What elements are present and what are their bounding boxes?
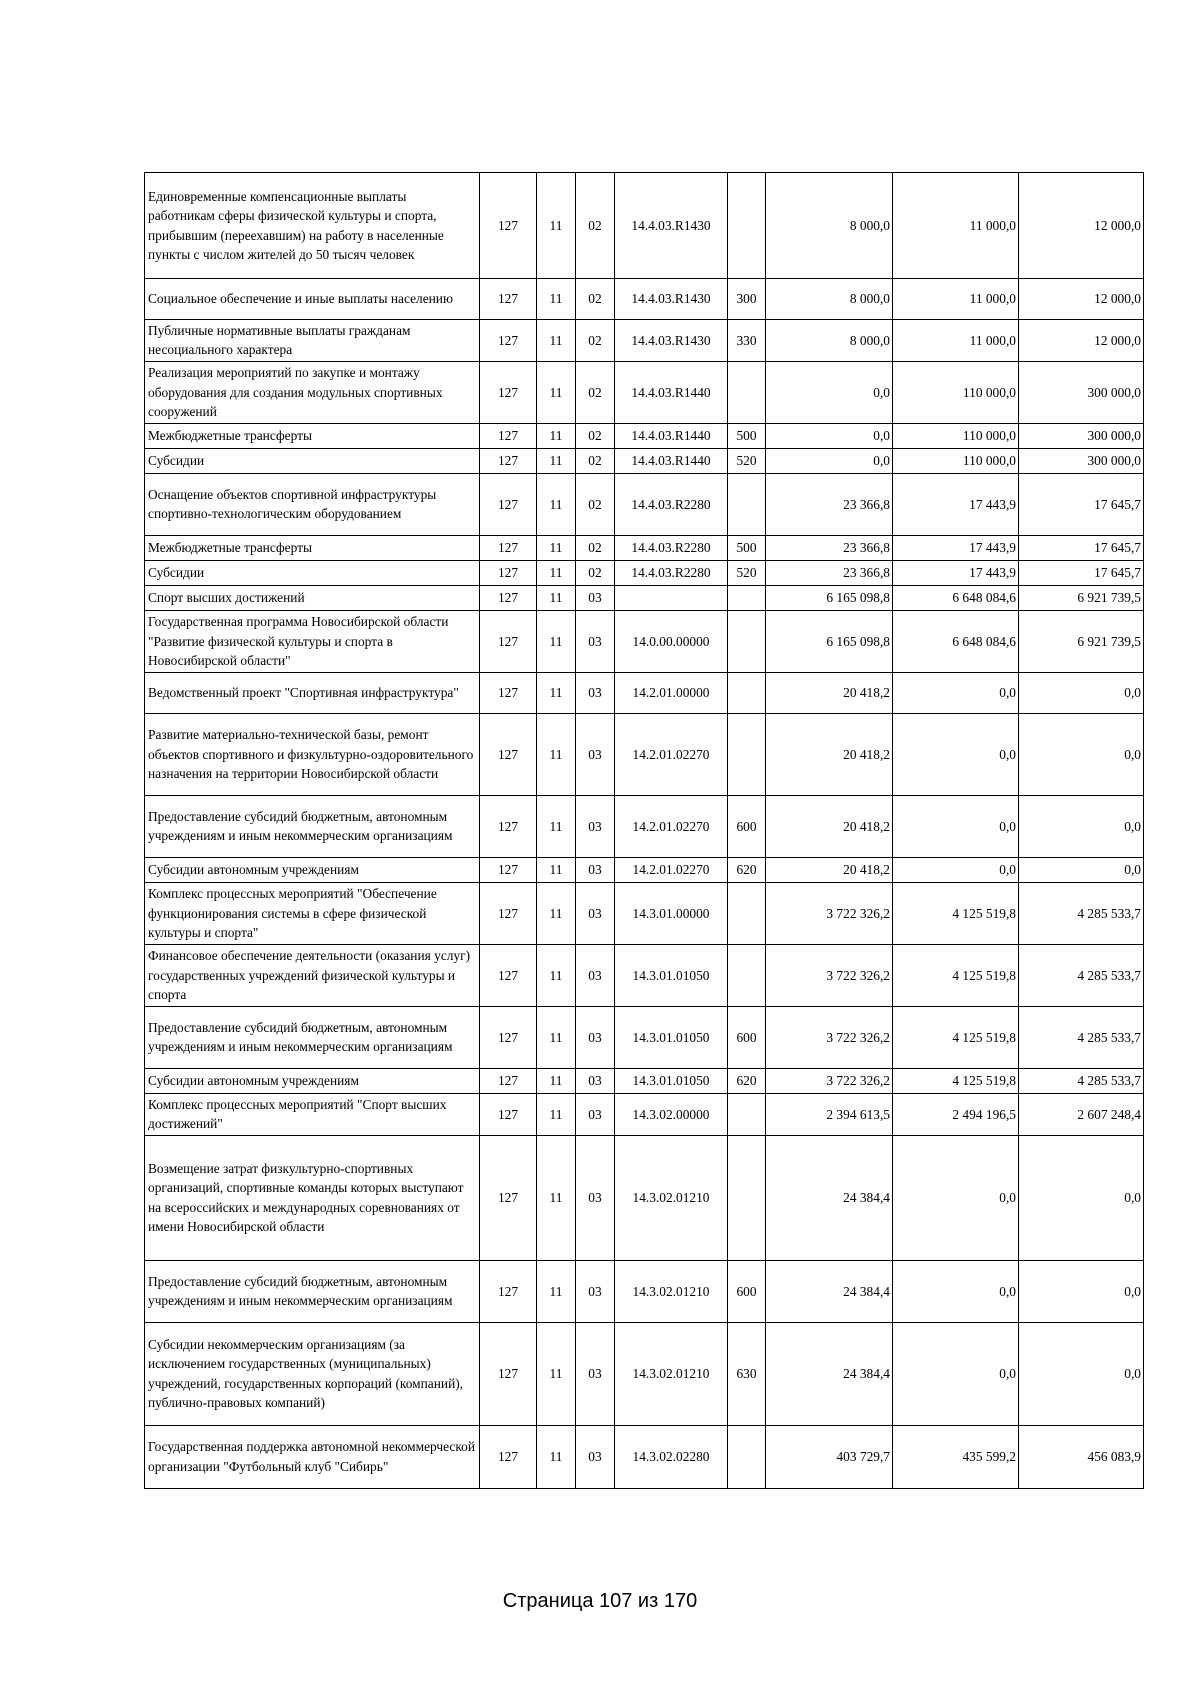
amount-year-2: 17 443,9 [893,535,1019,560]
table-row [145,1425,1144,1488]
target-article-code: 14.2.01.02270 [615,713,728,795]
amount-year-3: 12 000,0 [1019,173,1144,279]
item-name: Комплекс процессных мероприятий "Обеспечение функционирования системы в сфере физической культуры и спорта" [145,882,480,944]
target-article-code: 14.3.02.01210 [615,1135,728,1260]
amount-year-1: 8 000,0 [766,173,893,279]
amount-year-1: 23 366,8 [766,560,893,585]
subsection-code: 03 [576,1322,615,1425]
section-code: 11 [537,279,576,320]
amount-year-3: 17 645,7 [1019,535,1144,560]
item-name: Ведомственный проект "Спортивная инфраструктура" [145,672,480,713]
amount-year-3: 2 607 248,4 [1019,1093,1144,1135]
subsection-code: 03 [576,585,615,610]
expense-type-code [728,173,766,279]
ved-code: 127 [480,1260,537,1322]
expense-type-code: 600 [728,1006,766,1068]
ved-code: 127 [480,857,537,882]
expense-type-code [728,361,766,423]
item-name: Межбюджетные трансферты [145,423,480,448]
amount-year-2: 4 125 519,8 [893,882,1019,944]
amount-year-3: 12 000,0 [1019,279,1144,320]
target-article-code: 14.3.02.01210 [615,1260,728,1322]
section-code: 11 [537,1135,576,1260]
item-name: Финансовое обеспечение деятельности (оказания услуг) государственных учреждений физической культуры и спорта [145,944,480,1006]
target-article-code: 14.4.03.R1440 [615,361,728,423]
table-row [145,320,1144,362]
amount-year-1: 0,0 [766,361,893,423]
amount-year-2: 11 000,0 [893,320,1019,362]
table-row [145,279,1144,320]
amount-year-2: 110 000,0 [893,423,1019,448]
amount-year-1: 24 384,4 [766,1135,893,1260]
expense-type-code [728,1135,766,1260]
subsection-code: 03 [576,1006,615,1068]
subsection-code: 02 [576,535,615,560]
amount-year-3: 300 000,0 [1019,423,1144,448]
section-code: 11 [537,1093,576,1135]
ved-code: 127 [480,882,537,944]
subsection-code: 03 [576,857,615,882]
expense-type-code: 500 [728,423,766,448]
target-article-code: 14.4.03.R2280 [615,473,728,535]
amount-year-3: 0,0 [1019,713,1144,795]
amount-year-2: 0,0 [893,795,1019,857]
expense-type-code: 630 [728,1322,766,1425]
section-code: 11 [537,473,576,535]
ved-code: 127 [480,361,537,423]
table-row [145,1093,1144,1135]
subsection-code: 03 [576,1425,615,1488]
table-row [145,448,1144,473]
table-row [145,1260,1144,1322]
expense-type-code [728,944,766,1006]
amount-year-2: 0,0 [893,857,1019,882]
amount-year-2: 435 599,2 [893,1425,1019,1488]
page-number: Страница 107 из 170 [502,1590,698,1612]
table-row [145,173,1144,279]
subsection-code: 02 [576,423,615,448]
target-article-code: 14.3.02.02280 [615,1425,728,1488]
target-article-code [615,585,728,610]
table-row [145,473,1144,535]
subsection-code: 02 [576,173,615,279]
amount-year-3: 17 645,7 [1019,560,1144,585]
section-code: 11 [537,361,576,423]
item-name: Субсидии автономным учреждениям [145,857,480,882]
ved-code: 127 [480,795,537,857]
amount-year-3: 12 000,0 [1019,320,1144,362]
section-code: 11 [537,423,576,448]
item-name: Государственная программа Новосибирской области "Развитие физической культуры и спорта в Новосибирской области" [145,610,480,672]
item-name: Единовременные компенсационные выплаты работникам сферы физической культуры и спорта, прибывшим (переехавшим) на работу в населенные пункты с числом жителей до 50 тысяч человек [145,173,480,279]
ved-code: 127 [480,173,537,279]
table-row [145,795,1144,857]
amount-year-3: 17 645,7 [1019,473,1144,535]
amount-year-1: 20 418,2 [766,857,893,882]
expense-type-code: 330 [728,320,766,362]
amount-year-1: 24 384,4 [766,1260,893,1322]
target-article-code: 14.2.01.02270 [615,795,728,857]
amount-year-3: 456 083,9 [1019,1425,1144,1488]
item-name: Социальное обеспечение и иные выплаты населению [145,279,480,320]
amount-year-3: 4 285 533,7 [1019,882,1144,944]
amount-year-2: 6 648 084,6 [893,610,1019,672]
table-row [145,857,1144,882]
amount-year-1: 23 366,8 [766,535,893,560]
amount-year-2: 0,0 [893,1260,1019,1322]
target-article-code: 14.4.03.R2280 [615,535,728,560]
subsection-code: 03 [576,610,615,672]
target-article-code: 14.2.01.00000 [615,672,728,713]
ved-code: 127 [480,448,537,473]
ved-code: 127 [480,473,537,535]
target-article-code: 14.3.02.01210 [615,1322,728,1425]
amount-year-1: 24 384,4 [766,1322,893,1425]
amount-year-2: 0,0 [893,672,1019,713]
expense-type-code [728,473,766,535]
ved-code: 127 [480,1093,537,1135]
budget-table-body [145,173,1144,1489]
target-article-code: 14.4.03.R1440 [615,448,728,473]
table-row [145,944,1144,1006]
subsection-code: 03 [576,1093,615,1135]
ved-code: 127 [480,585,537,610]
section-code: 11 [537,1425,576,1488]
expense-type-code [728,882,766,944]
table-row [145,713,1144,795]
amount-year-2: 0,0 [893,713,1019,795]
ved-code: 127 [480,279,537,320]
amount-year-1: 3 722 326,2 [766,882,893,944]
subsection-code: 02 [576,448,615,473]
item-name: Предоставление субсидий бюджетным, автономным учреждениям и иным некоммерческим организациям [145,1260,480,1322]
ved-code: 127 [480,713,537,795]
expense-type-code [728,585,766,610]
subsection-code: 03 [576,713,615,795]
item-name: Возмещение затрат физкультурно-спортивных организаций, спортивные команды которых выступают на всероссийских и международных соревнованиях от имени Новосибирской области [145,1135,480,1260]
amount-year-2: 0,0 [893,1322,1019,1425]
table-row [145,672,1144,713]
target-article-code: 14.3.01.01050 [615,1006,728,1068]
item-name: Государственная поддержка автономной некоммерческой организации "Футбольный клуб "Сибирь" [145,1425,480,1488]
section-code: 11 [537,1260,576,1322]
amount-year-2: 4 125 519,8 [893,944,1019,1006]
section-code: 11 [537,944,576,1006]
amount-year-3: 6 921 739,5 [1019,610,1144,672]
section-code: 11 [537,1322,576,1425]
subsection-code: 03 [576,882,615,944]
section-code: 11 [537,882,576,944]
subsection-code: 02 [576,279,615,320]
amount-year-1: 20 418,2 [766,795,893,857]
amount-year-3: 6 921 739,5 [1019,585,1144,610]
expense-type-code: 500 [728,535,766,560]
amount-year-2: 11 000,0 [893,279,1019,320]
ved-code: 127 [480,423,537,448]
section-code: 11 [537,1068,576,1093]
target-article-code: 14.3.01.01050 [615,1068,728,1093]
amount-year-2: 17 443,9 [893,560,1019,585]
amount-year-2: 6 648 084,6 [893,585,1019,610]
expense-type-code [728,1093,766,1135]
item-name: Развитие материально-технической базы, ремонт объектов спортивного и физкультурно-оздоровительного назначения на территории Новосибирской области [145,713,480,795]
expense-type-code: 600 [728,1260,766,1322]
subsection-code: 02 [576,320,615,362]
item-name: Субсидии [145,560,480,585]
amount-year-1: 6 165 098,8 [766,585,893,610]
target-article-code: 14.4.03.R1430 [615,173,728,279]
section-code: 11 [537,610,576,672]
item-name: Межбюджетные трансферты [145,535,480,560]
section-code: 11 [537,535,576,560]
target-article-code: 14.3.01.00000 [615,882,728,944]
subsection-code: 03 [576,944,615,1006]
subsection-code: 03 [576,1135,615,1260]
section-code: 11 [537,585,576,610]
expense-type-code: 300 [728,279,766,320]
item-name: Субсидии некоммерческим организациям (за исключением государственных (муниципальных) учреждений, государственных корпораций (компаний), публично-правовых компаний) [145,1322,480,1425]
expense-type-code: 520 [728,448,766,473]
amount-year-1: 0,0 [766,423,893,448]
section-code: 11 [537,560,576,585]
amount-year-2: 17 443,9 [893,473,1019,535]
subsection-code: 02 [576,473,615,535]
section-code: 11 [537,713,576,795]
amount-year-1: 8 000,0 [766,279,893,320]
amount-year-2: 2 494 196,5 [893,1093,1019,1135]
target-article-code: 14.2.01.02270 [615,857,728,882]
section-code: 11 [537,320,576,362]
amount-year-2: 0,0 [893,1135,1019,1260]
expense-type-code [728,610,766,672]
amount-year-1: 3 722 326,2 [766,944,893,1006]
target-article-code: 14.3.02.00000 [615,1093,728,1135]
item-name: Предоставление субсидий бюджетным, автономным учреждениям и иным некоммерческим организациям [145,795,480,857]
table-row [145,423,1144,448]
table-row [145,560,1144,585]
ved-code: 127 [480,1135,537,1260]
expense-type-code: 620 [728,857,766,882]
subsection-code: 03 [576,1068,615,1093]
item-name: Публичные нормативные выплаты гражданам несоциального характера [145,320,480,362]
item-name: Предоставление субсидий бюджетным, автономным учреждениям и иным некоммерческим организациям [145,1006,480,1068]
item-name: Спорт высших достижений [145,585,480,610]
table-row [145,1135,1144,1260]
amount-year-3: 0,0 [1019,1135,1144,1260]
ved-code: 127 [480,672,537,713]
expense-type-code [728,672,766,713]
subsection-code: 03 [576,795,615,857]
table-row [145,535,1144,560]
target-article-code: 14.4.03.R1430 [615,320,728,362]
amount-year-1: 8 000,0 [766,320,893,362]
amount-year-1: 20 418,2 [766,713,893,795]
ved-code: 127 [480,944,537,1006]
ved-code: 127 [480,1006,537,1068]
expense-type-code: 520 [728,560,766,585]
item-name: Субсидии [145,448,480,473]
target-article-code: 14.4.03.R1430 [615,279,728,320]
table-row [145,1006,1144,1068]
section-code: 11 [537,173,576,279]
ved-code: 127 [480,535,537,560]
amount-year-1: 0,0 [766,448,893,473]
amount-year-1: 2 394 613,5 [766,1093,893,1135]
amount-year-3: 4 285 533,7 [1019,944,1144,1006]
section-code: 11 [537,672,576,713]
amount-year-2: 110 000,0 [893,361,1019,423]
amount-year-3: 300 000,0 [1019,361,1144,423]
section-code: 11 [537,795,576,857]
section-code: 11 [537,1006,576,1068]
amount-year-1: 3 722 326,2 [766,1068,893,1093]
amount-year-3: 0,0 [1019,1260,1144,1322]
target-article-code: 14.3.01.01050 [615,944,728,1006]
amount-year-3: 0,0 [1019,672,1144,713]
section-code: 11 [537,448,576,473]
ved-code: 127 [480,610,537,672]
table-row [145,361,1144,423]
expense-type-code: 620 [728,1068,766,1093]
amount-year-3: 4 285 533,7 [1019,1068,1144,1093]
ved-code: 127 [480,1068,537,1093]
table-row [145,882,1144,944]
item-name: Комплекс процессных мероприятий "Спорт высших достижений" [145,1093,480,1135]
expense-type-code: 600 [728,795,766,857]
subsection-code: 03 [576,1260,615,1322]
item-name: Реализация мероприятий по закупке и монтажу оборудования для создания модульных спортивных сооружений [145,361,480,423]
amount-year-2: 4 125 519,8 [893,1068,1019,1093]
amount-year-1: 3 722 326,2 [766,1006,893,1068]
expense-type-code [728,1425,766,1488]
subsection-code: 02 [576,560,615,585]
table-row [145,610,1144,672]
ved-code: 127 [480,320,537,362]
amount-year-2: 4 125 519,8 [893,1006,1019,1068]
amount-year-2: 11 000,0 [893,173,1019,279]
budget-table [144,172,1144,1489]
amount-year-2: 110 000,0 [893,448,1019,473]
amount-year-3: 300 000,0 [1019,448,1144,473]
amount-year-3: 4 285 533,7 [1019,1006,1144,1068]
amount-year-1: 23 366,8 [766,473,893,535]
amount-year-3: 0,0 [1019,857,1144,882]
target-article-code: 14.4.03.R1440 [615,423,728,448]
item-name: Оснащение объектов спортивной инфраструктуры спортивно-технологическим оборудованием [145,473,480,535]
target-article-code: 14.0.00.00000 [615,610,728,672]
subsection-code: 02 [576,361,615,423]
amount-year-1: 6 165 098,8 [766,610,893,672]
amount-year-1: 403 729,7 [766,1425,893,1488]
expense-type-code [728,713,766,795]
subsection-code: 03 [576,672,615,713]
amount-year-3: 0,0 [1019,1322,1144,1425]
table-row [145,1322,1144,1425]
target-article-code: 14.4.03.R2280 [615,560,728,585]
table-row [145,585,1144,610]
ved-code: 127 [480,560,537,585]
amount-year-1: 20 418,2 [766,672,893,713]
ved-code: 127 [480,1425,537,1488]
section-code: 11 [537,857,576,882]
item-name: Субсидии автономным учреждениям [145,1068,480,1093]
amount-year-3: 0,0 [1019,795,1144,857]
table-row [145,1068,1144,1093]
ved-code: 127 [480,1322,537,1425]
